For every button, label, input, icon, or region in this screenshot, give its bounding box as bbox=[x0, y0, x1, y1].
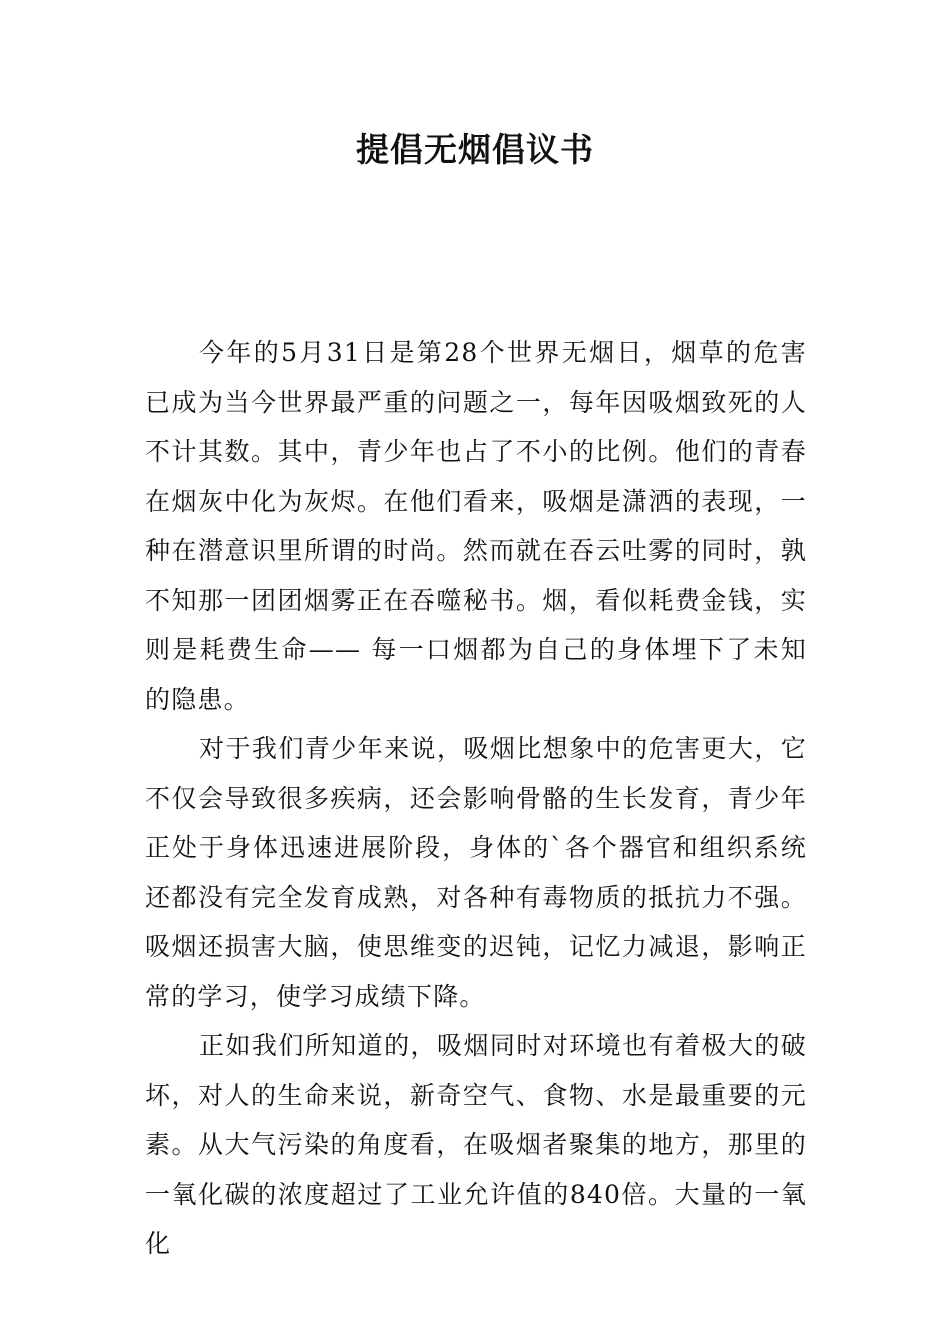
paragraph-1: 今年的5月31日是第28个世界无烟日，烟草的危害已成为当今世界最严重的问题之一，每年因吸烟致死的人不计其数。其中，青少年也占了不小的比例。他们的青春在烟灰中化为灰烬。在他们看来，吸烟是潇洒的表现，一种在潜意识里所谓的时尚。然而就在吞云吐雾的同时，孰不知那一团团烟雾正在吞噬秘书。烟，看似耗费金钱，实则是耗费生命—— 每一口烟都为自己的身体埋下了未知的隐患。 bbox=[145, 338, 807, 714]
document-body bbox=[145, 328, 807, 1269]
paragraph-2: 对于我们青少年来说，吸烟比想象中的危害更大，它不仅会导致很多疾病，还会影响骨骼的生长发育，青少年正处于身体迅速进展阶段，身体的`各个器官和组织系统还都没有完全发育成熟，对各种有毒物质的抵抗力不强。吸烟还损害大脑，使思维变的迟钝，记忆力减退，影响正常的学习，使学习成绩下降。 bbox=[145, 734, 807, 1011]
document-title: 提倡无烟倡议书 bbox=[356, 130, 594, 169]
paragraph-3: 正如我们所知道的，吸烟同时对环境也有着极大的破坏，对人的生命来说，新奇空气、食物、水是最重要的元素。从大气污染的角度看，在吸烟者聚集的地方，那里的一氧化碳的浓度超过了工业允许值的840倍。大量的一氧化 bbox=[145, 1031, 807, 1258]
